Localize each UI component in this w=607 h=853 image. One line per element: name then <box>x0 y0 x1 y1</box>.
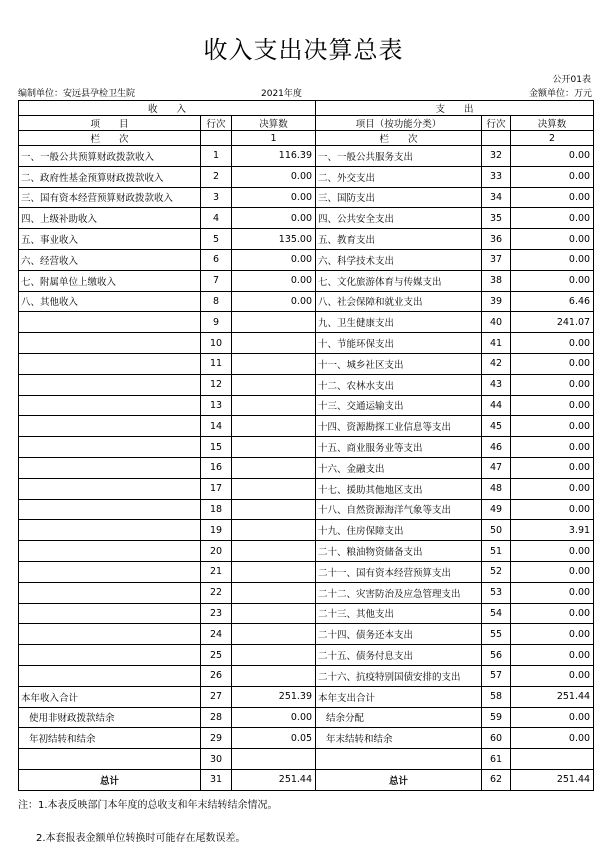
row-number: 40 <box>482 312 511 333</box>
table-row <box>19 229 594 250</box>
amount-cell: 0.00 <box>511 437 594 458</box>
expense-item-name: 十五、商业服务业等支出 <box>316 437 482 458</box>
income-item-name <box>19 665 201 686</box>
amount-cell <box>232 561 316 582</box>
amount-cell <box>232 665 316 686</box>
table-row <box>19 541 594 562</box>
end-balance-label: 年末结转和结余 <box>316 728 482 749</box>
expense-item-name: 二十六、抗疫特别国债安排的支出 <box>316 665 482 686</box>
expense-item-name: 十七、援助其他地区支出 <box>316 478 482 499</box>
row-number: 48 <box>482 478 511 499</box>
table-row <box>19 457 594 478</box>
amount-cell: 0.00 <box>511 208 594 229</box>
amount-cell: 0.00 <box>511 374 594 395</box>
table-row <box>19 749 594 770</box>
row-number: 27 <box>201 686 232 707</box>
amount-cell: 0.00 <box>511 478 594 499</box>
row-number: 49 <box>482 499 511 520</box>
year-income-label: 本年收入合计 <box>19 686 201 707</box>
empty-cell <box>511 749 594 770</box>
table-row <box>19 603 594 624</box>
table-row <box>19 333 594 354</box>
expense-item-name: 十一、城乡社区支出 <box>316 353 482 374</box>
amount-cell: 0.00 <box>232 270 316 291</box>
note-2: 2.本套报表金额单位转换时可能存在尾数误差。 <box>36 833 246 844</box>
expense-item-name: 七、文化旅游体育与传媒支出 <box>316 270 482 291</box>
column-index-label: 栏 次 <box>19 131 201 146</box>
row-number: 19 <box>201 520 232 541</box>
row-number: 47 <box>482 457 511 478</box>
income-item-name <box>19 416 201 437</box>
amount-cell <box>232 353 316 374</box>
income-item-name <box>19 437 201 458</box>
row-number: 17 <box>201 478 232 499</box>
organization-unit: 编制单位：安远县孕检卫生院 <box>18 89 136 99</box>
report-meta <box>18 86 592 99</box>
table-row <box>19 728 594 749</box>
amount-cell: 0.00 <box>511 395 594 416</box>
note-1: 注：1.本表反映部门本年度的总收支和年末结转结余情况。 <box>18 800 278 811</box>
amount-cell <box>232 603 316 624</box>
item-by-function-header: 项目（按功能分类） <box>316 116 482 131</box>
amount-cell: 251.44 <box>232 769 316 790</box>
amount-cell <box>232 374 316 395</box>
row-number: 9 <box>201 312 232 333</box>
amount-cell <box>232 582 316 603</box>
expense-item-name: 三、国防支出 <box>316 187 482 208</box>
expense-item-name: 十四、资源勘探工业信息等支出 <box>316 416 482 437</box>
expense-item-name: 二十、粮油物资储备支出 <box>316 541 482 562</box>
amount-cell: 3.91 <box>511 520 594 541</box>
income-item-name: 四、上级补助收入 <box>19 208 201 229</box>
row-number: 13 <box>201 395 232 416</box>
amount-cell <box>232 520 316 541</box>
total-expense-label: 总计 <box>316 769 482 790</box>
expense-item-name: 五、教育支出 <box>316 229 482 250</box>
amount-cell: 0.00 <box>511 603 594 624</box>
income-item-name <box>19 395 201 416</box>
row-number: 41 <box>482 333 511 354</box>
row-number: 60 <box>482 728 511 749</box>
table-row <box>19 146 594 167</box>
row-number: 34 <box>482 187 511 208</box>
amount-cell: 0.00 <box>511 561 594 582</box>
table-row <box>19 291 594 312</box>
amount-cell: 0.00 <box>511 416 594 437</box>
amount-cell <box>232 457 316 478</box>
row-number: 38 <box>482 270 511 291</box>
amount-cell: 0.00 <box>511 333 594 354</box>
row-number: 14 <box>201 416 232 437</box>
empty-cell <box>232 749 316 770</box>
table-row <box>19 561 594 582</box>
income-item-name <box>19 561 201 582</box>
income-item-name <box>19 541 201 562</box>
row-number: 35 <box>482 208 511 229</box>
amount-cell: 0.00 <box>232 707 316 728</box>
income-item-name: 一、一般公共预算财政拨款收入 <box>19 146 201 167</box>
empty-cell <box>19 749 201 770</box>
row-number: 57 <box>482 665 511 686</box>
table-header-row <box>19 131 594 146</box>
row-number: 42 <box>482 353 511 374</box>
amount-cell <box>232 478 316 499</box>
amount-cell <box>232 395 316 416</box>
expense-item-name: 十八、自然资源海洋气象等支出 <box>316 499 482 520</box>
expense-item-name: 八、社会保障和就业支出 <box>316 291 482 312</box>
expense-item-name: 十六、金融支出 <box>316 457 482 478</box>
income-item-name <box>19 624 201 645</box>
table-row <box>19 208 594 229</box>
row-number: 25 <box>201 645 232 666</box>
row-number: 50 <box>482 520 511 541</box>
row-number: 26 <box>201 665 232 686</box>
row-number: 20 <box>201 541 232 562</box>
budget-header: 决算数 <box>232 116 316 131</box>
expense-item-name: 二十二、灾害防治及应急管理支出 <box>316 582 482 603</box>
budget-header: 决算数 <box>511 116 594 131</box>
table-row <box>19 166 594 187</box>
amount-cell: 0.00 <box>511 499 594 520</box>
surplus-distribution-label: 结余分配 <box>316 707 482 728</box>
row-number: 2 <box>201 166 232 187</box>
income-item-name: 六、经营收入 <box>19 249 201 270</box>
table-row <box>19 645 594 666</box>
row-number: 56 <box>482 645 511 666</box>
report-title: 收入支出决算总表 <box>203 36 404 64</box>
amount-cell: 135.00 <box>232 229 316 250</box>
expense-item-name: 九、卫生健康支出 <box>316 312 482 333</box>
amount-cell: 0.05 <box>232 728 316 749</box>
row-number: 16 <box>201 457 232 478</box>
row-number: 54 <box>482 603 511 624</box>
row-number: 23 <box>201 603 232 624</box>
income-header: 收 入 <box>19 101 316 116</box>
total-row <box>19 769 594 790</box>
row-number: 12 <box>201 374 232 395</box>
table-row <box>19 374 594 395</box>
table-row <box>19 686 594 707</box>
row-number: 8 <box>201 291 232 312</box>
begin-balance-label: 年初结转和结余 <box>19 728 201 749</box>
income-item-name: 八、其他收入 <box>19 291 201 312</box>
empty-cell <box>482 131 511 146</box>
item-header: 项 目 <box>19 116 201 131</box>
amount-cell <box>232 624 316 645</box>
row-number: 33 <box>482 166 511 187</box>
row-number: 21 <box>201 561 232 582</box>
table-row <box>19 312 594 333</box>
amount-cell <box>232 333 316 354</box>
row-number: 5 <box>201 229 232 250</box>
amount-cell <box>232 645 316 666</box>
amount-cell: 0.00 <box>511 541 594 562</box>
table-row <box>19 416 594 437</box>
row-number: 10 <box>201 333 232 354</box>
row-number: 3 <box>201 187 232 208</box>
amount-cell: 0.00 <box>511 187 594 208</box>
table-row <box>19 437 594 458</box>
expense-item-name: 十、节能环保支出 <box>316 333 482 354</box>
row-number: 61 <box>482 749 511 770</box>
expense-item-name: 六、科学技术支出 <box>316 249 482 270</box>
empty-cell <box>201 131 232 146</box>
amount-cell: 0.00 <box>232 249 316 270</box>
income-item-name: 三、国有资本经营预算财政拨款收入 <box>19 187 201 208</box>
income-item-name <box>19 603 201 624</box>
amount-cell: 0.00 <box>511 707 594 728</box>
expense-item-name: 一、一般公共服务支出 <box>316 146 482 167</box>
income-item-name <box>19 582 201 603</box>
row-number: 53 <box>482 582 511 603</box>
income-item-name: 五、事业收入 <box>19 229 201 250</box>
row-number: 36 <box>482 229 511 250</box>
expense-item-name: 二十五、债务付息支出 <box>316 645 482 666</box>
amount-cell: 0.00 <box>511 582 594 603</box>
amount-cell <box>232 541 316 562</box>
expense-header: 支 出 <box>316 101 594 116</box>
table-row <box>19 499 594 520</box>
amount-cell: 0.00 <box>511 166 594 187</box>
income-item-name <box>19 457 201 478</box>
row-number: 59 <box>482 707 511 728</box>
row-number: 11 <box>201 353 232 374</box>
amount-cell: 0.00 <box>511 249 594 270</box>
row-number: 24 <box>201 624 232 645</box>
amount-cell: 116.39 <box>232 146 316 167</box>
amount-cell: 6.46 <box>511 291 594 312</box>
table-row <box>19 249 594 270</box>
row-no-header: 行次 <box>482 116 511 131</box>
amount-cell: 251.44 <box>511 769 594 790</box>
column-index-label: 栏 次 <box>316 131 482 146</box>
amount-cell: 0.00 <box>511 728 594 749</box>
table-row <box>19 520 594 541</box>
amount-cell: 251.44 <box>511 686 594 707</box>
amount-cell: 0.00 <box>232 291 316 312</box>
column-index-1: 1 <box>232 131 316 146</box>
amount-cell <box>232 312 316 333</box>
amount-cell <box>232 499 316 520</box>
row-number: 6 <box>201 249 232 270</box>
row-number: 22 <box>201 582 232 603</box>
row-number: 45 <box>482 416 511 437</box>
income-item-name <box>19 520 201 541</box>
row-number: 31 <box>201 769 232 790</box>
row-number: 52 <box>482 561 511 582</box>
expense-item-name: 十三、交通运输支出 <box>316 395 482 416</box>
expense-item-name: 二十四、债务还本支出 <box>316 624 482 645</box>
amount-cell: 0.00 <box>511 665 594 686</box>
amount-cell: 0.00 <box>511 146 594 167</box>
row-number: 46 <box>482 437 511 458</box>
table-row <box>19 624 594 645</box>
income-item-name <box>19 374 201 395</box>
amount-unit: 金额单位：万元 <box>528 89 592 99</box>
amount-cell <box>232 416 316 437</box>
total-income-label: 总计 <box>19 769 201 790</box>
year-expense-label: 本年支出合计 <box>316 686 482 707</box>
table-row <box>19 582 594 603</box>
amount-cell: 0.00 <box>511 353 594 374</box>
table-row <box>19 270 594 291</box>
table-row <box>19 707 594 728</box>
amount-cell: 0.00 <box>511 457 594 478</box>
amount-cell <box>232 437 316 458</box>
income-item-name <box>19 645 201 666</box>
income-item-name <box>19 312 201 333</box>
table-row <box>19 665 594 686</box>
row-number: 39 <box>482 291 511 312</box>
expense-item-name: 二、外交支出 <box>316 166 482 187</box>
income-item-name <box>19 499 201 520</box>
table-header-row <box>19 116 594 131</box>
expense-item-name: 十九、住房保障支出 <box>316 520 482 541</box>
expense-item-name: 二十一、国有资本经营预算支出 <box>316 561 482 582</box>
column-index-2: 2 <box>511 131 594 146</box>
amount-cell: 0.00 <box>511 624 594 645</box>
use-reserve-label: 使用非财政拨款结余 <box>19 707 201 728</box>
row-number: 43 <box>482 374 511 395</box>
amount-cell: 0.00 <box>511 229 594 250</box>
amount-cell: 0.00 <box>232 187 316 208</box>
row-number: 1 <box>201 146 232 167</box>
row-number: 7 <box>201 270 232 291</box>
income-item-name <box>19 353 201 374</box>
income-item-name <box>19 478 201 499</box>
row-number: 32 <box>482 146 511 167</box>
row-number: 30 <box>201 749 232 770</box>
form-code: 公开01表 <box>552 75 591 85</box>
empty-cell <box>316 749 482 770</box>
row-number: 44 <box>482 395 511 416</box>
row-number: 51 <box>482 541 511 562</box>
row-number: 28 <box>201 707 232 728</box>
expense-item-name: 四、公共安全支出 <box>316 208 482 229</box>
row-number: 18 <box>201 499 232 520</box>
row-number: 55 <box>482 624 511 645</box>
budget-table <box>18 100 594 791</box>
row-number: 29 <box>201 728 232 749</box>
row-number: 58 <box>482 686 511 707</box>
income-item-name: 七、附属单位上缴收入 <box>19 270 201 291</box>
amount-cell: 0.00 <box>232 208 316 229</box>
row-no-header: 行次 <box>201 116 232 131</box>
table-header-row <box>19 101 594 116</box>
expense-item-name: 十二、农林水支出 <box>316 374 482 395</box>
amount-cell: 0.00 <box>511 645 594 666</box>
amount-cell: 251.39 <box>232 686 316 707</box>
table-row <box>19 395 594 416</box>
row-number: 4 <box>201 208 232 229</box>
expense-item-name: 二十三、其他支出 <box>316 603 482 624</box>
table-row <box>19 478 594 499</box>
row-number: 62 <box>482 769 511 790</box>
amount-cell: 0.00 <box>511 270 594 291</box>
row-number: 37 <box>482 249 511 270</box>
table-row <box>19 353 594 374</box>
row-number: 15 <box>201 437 232 458</box>
income-item-name <box>19 333 201 354</box>
income-item-name: 二、政府性基金预算财政拨款收入 <box>19 166 201 187</box>
table-row <box>19 187 594 208</box>
amount-cell: 0.00 <box>232 166 316 187</box>
report-year: 2021年度 <box>261 89 302 99</box>
amount-cell: 241.07 <box>511 312 594 333</box>
